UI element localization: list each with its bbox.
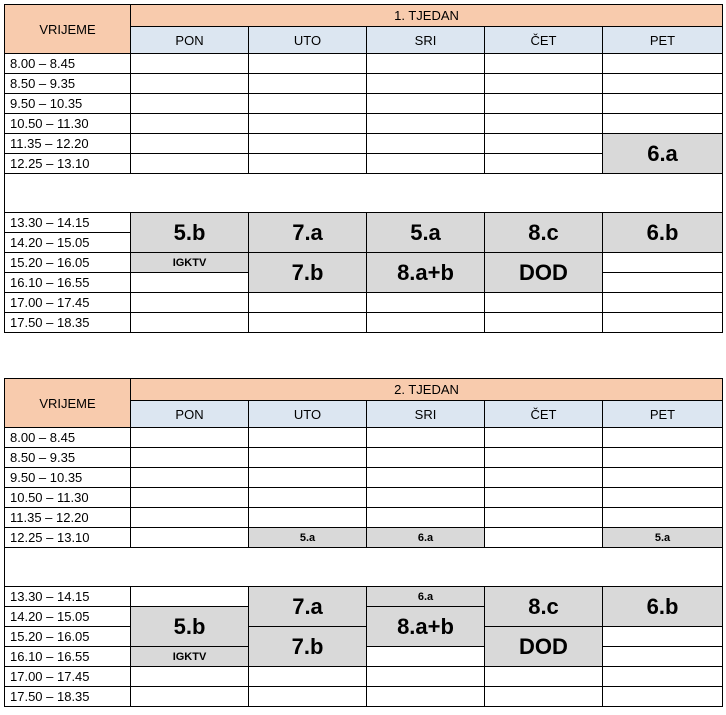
day-header-pet: PET <box>603 401 723 428</box>
class-uto-7a: 7.a <box>249 213 367 253</box>
empty-cell <box>131 528 249 548</box>
empty-cell <box>131 134 249 154</box>
time-slot: 9.50 – 10.35 <box>5 94 131 114</box>
time-slot: 11.35 – 12.20 <box>5 134 131 154</box>
class-uto-5a: 5.a <box>249 528 367 548</box>
empty-cell <box>367 488 485 508</box>
day-header-pon: PON <box>131 27 249 54</box>
day-header-pon: PON <box>131 401 249 428</box>
time-slot: 13.30 – 14.15 <box>5 587 131 607</box>
empty-cell <box>131 74 249 94</box>
empty-cell <box>249 488 367 508</box>
empty-cell <box>485 488 603 508</box>
time-slot: 14.20 – 15.05 <box>5 607 131 627</box>
empty-cell <box>367 114 485 134</box>
empty-cell <box>367 134 485 154</box>
empty-cell <box>603 94 723 114</box>
class-pet-6b: 6.b <box>603 587 723 627</box>
empty-cell <box>367 448 485 468</box>
empty-cell <box>485 154 603 174</box>
empty-cell <box>249 293 367 313</box>
time-slot: 8.00 – 8.45 <box>5 54 131 74</box>
time-slot: 15.20 – 16.05 <box>5 627 131 647</box>
class-pet-6b: 6.b <box>603 213 723 253</box>
day-header-cet: ČET <box>485 401 603 428</box>
empty-cell <box>603 253 723 273</box>
empty-cell <box>603 293 723 313</box>
class-sri-6a: 6.a <box>367 587 485 607</box>
schedule-week-2 <box>4 378 723 707</box>
time-slot: 9.50 – 10.35 <box>5 468 131 488</box>
time-slot: 16.10 – 16.55 <box>5 647 131 667</box>
empty-cell <box>603 508 723 528</box>
day-header-sri: SRI <box>367 27 485 54</box>
class-uto-7b: 7.b <box>249 627 367 667</box>
class-pon-5b: 5.b <box>131 213 249 253</box>
empty-cell <box>131 448 249 468</box>
day-header-uto: UTO <box>249 27 367 54</box>
empty-cell <box>367 667 485 687</box>
empty-cell <box>131 114 249 134</box>
empty-cell <box>603 313 723 333</box>
empty-cell <box>485 667 603 687</box>
empty-cell <box>367 647 485 667</box>
empty-cell <box>485 313 603 333</box>
break-row <box>5 548 723 587</box>
time-slot: 17.00 – 17.45 <box>5 293 131 313</box>
empty-cell <box>485 468 603 488</box>
empty-cell <box>603 54 723 74</box>
time-slot: 13.30 – 14.15 <box>5 213 131 233</box>
empty-cell <box>367 154 485 174</box>
class-sri-5a: 5.a <box>367 213 485 253</box>
class-pet-5a: 5.a <box>603 528 723 548</box>
class-cet-dod: DOD <box>485 627 603 667</box>
empty-cell <box>485 114 603 134</box>
time-slot: 17.50 – 18.35 <box>5 687 131 707</box>
empty-cell <box>603 448 723 468</box>
empty-cell <box>249 428 367 448</box>
class-uto-7b: 7.b <box>249 253 367 293</box>
empty-cell <box>367 687 485 707</box>
empty-cell <box>249 94 367 114</box>
time-slot: 17.50 – 18.35 <box>5 313 131 333</box>
class-sri-8ab: 8.a+b <box>367 607 485 647</box>
week-header: 2. TJEDAN <box>131 379 723 401</box>
time-slot: 12.25 – 13.10 <box>5 528 131 548</box>
time-slot: 8.00 – 8.45 <box>5 428 131 448</box>
empty-cell <box>131 468 249 488</box>
vrijeme-header: VRIJEME <box>5 379 131 428</box>
empty-cell <box>249 313 367 333</box>
class-pon-igktv: IGKTV <box>131 253 249 273</box>
empty-cell <box>249 508 367 528</box>
empty-cell <box>367 54 485 74</box>
empty-cell <box>603 468 723 488</box>
empty-cell <box>367 468 485 488</box>
empty-cell <box>603 687 723 707</box>
empty-cell <box>131 488 249 508</box>
empty-cell <box>249 114 367 134</box>
day-header-sri: SRI <box>367 401 485 428</box>
empty-cell <box>249 54 367 74</box>
time-slot: 16.10 – 16.55 <box>5 273 131 293</box>
empty-cell <box>131 667 249 687</box>
time-slot: 15.20 – 16.05 <box>5 253 131 273</box>
empty-cell <box>249 667 367 687</box>
empty-cell <box>603 428 723 448</box>
empty-cell <box>131 687 249 707</box>
empty-cell <box>367 508 485 528</box>
empty-cell <box>131 508 249 528</box>
time-slot: 14.20 – 15.05 <box>5 233 131 253</box>
break-row <box>5 174 723 213</box>
class-sri-8ab: 8.a+b <box>367 253 485 293</box>
class-uto-7a: 7.a <box>249 587 367 627</box>
empty-cell <box>367 428 485 448</box>
empty-cell <box>249 687 367 707</box>
empty-cell <box>367 313 485 333</box>
time-slot: 10.50 – 11.30 <box>5 114 131 134</box>
time-slot: 17.00 – 17.45 <box>5 667 131 687</box>
empty-cell <box>249 468 367 488</box>
empty-cell <box>485 687 603 707</box>
empty-cell <box>131 293 249 313</box>
time-slot: 8.50 – 9.35 <box>5 74 131 94</box>
empty-cell <box>485 508 603 528</box>
empty-cell <box>249 154 367 174</box>
empty-cell <box>367 94 485 114</box>
time-slot: 11.35 – 12.20 <box>5 508 131 528</box>
empty-cell <box>485 94 603 114</box>
time-slot: 10.50 – 11.30 <box>5 488 131 508</box>
day-header-cet: ČET <box>485 27 603 54</box>
class-pet-6a: 6.a <box>603 134 723 174</box>
empty-cell <box>131 54 249 74</box>
empty-cell <box>131 313 249 333</box>
empty-cell <box>485 74 603 94</box>
empty-cell <box>131 587 249 607</box>
empty-cell <box>249 448 367 468</box>
time-slot: 12.25 – 13.10 <box>5 154 131 174</box>
empty-cell <box>603 273 723 293</box>
empty-cell <box>485 134 603 154</box>
day-header-pet: PET <box>603 27 723 54</box>
empty-cell <box>485 428 603 448</box>
time-slot: 8.50 – 9.35 <box>5 448 131 468</box>
empty-cell <box>249 74 367 94</box>
empty-cell <box>603 627 723 647</box>
empty-cell <box>367 293 485 313</box>
class-cet-8c: 8.c <box>485 587 603 627</box>
empty-cell <box>249 134 367 154</box>
empty-cell <box>603 488 723 508</box>
empty-cell <box>485 448 603 468</box>
class-cet-dod: DOD <box>485 253 603 293</box>
empty-cell <box>603 114 723 134</box>
empty-cell <box>603 74 723 94</box>
day-header-uto: UTO <box>249 401 367 428</box>
empty-cell <box>131 273 249 293</box>
empty-cell <box>485 54 603 74</box>
class-cet-8c: 8.c <box>485 213 603 253</box>
empty-cell <box>131 94 249 114</box>
class-pon-igktv: IGKTV <box>131 647 249 667</box>
class-sri-6a-morning: 6.a <box>367 528 485 548</box>
empty-cell <box>367 74 485 94</box>
empty-cell <box>131 154 249 174</box>
vrijeme-header: VRIJEME <box>5 5 131 54</box>
class-pon-5b: 5.b <box>131 607 249 647</box>
empty-cell <box>485 293 603 313</box>
schedule-week-1 <box>4 4 723 333</box>
empty-cell <box>603 647 723 667</box>
empty-cell <box>603 667 723 687</box>
week-header: 1. TJEDAN <box>131 5 723 27</box>
empty-cell <box>131 428 249 448</box>
empty-cell <box>485 528 603 548</box>
